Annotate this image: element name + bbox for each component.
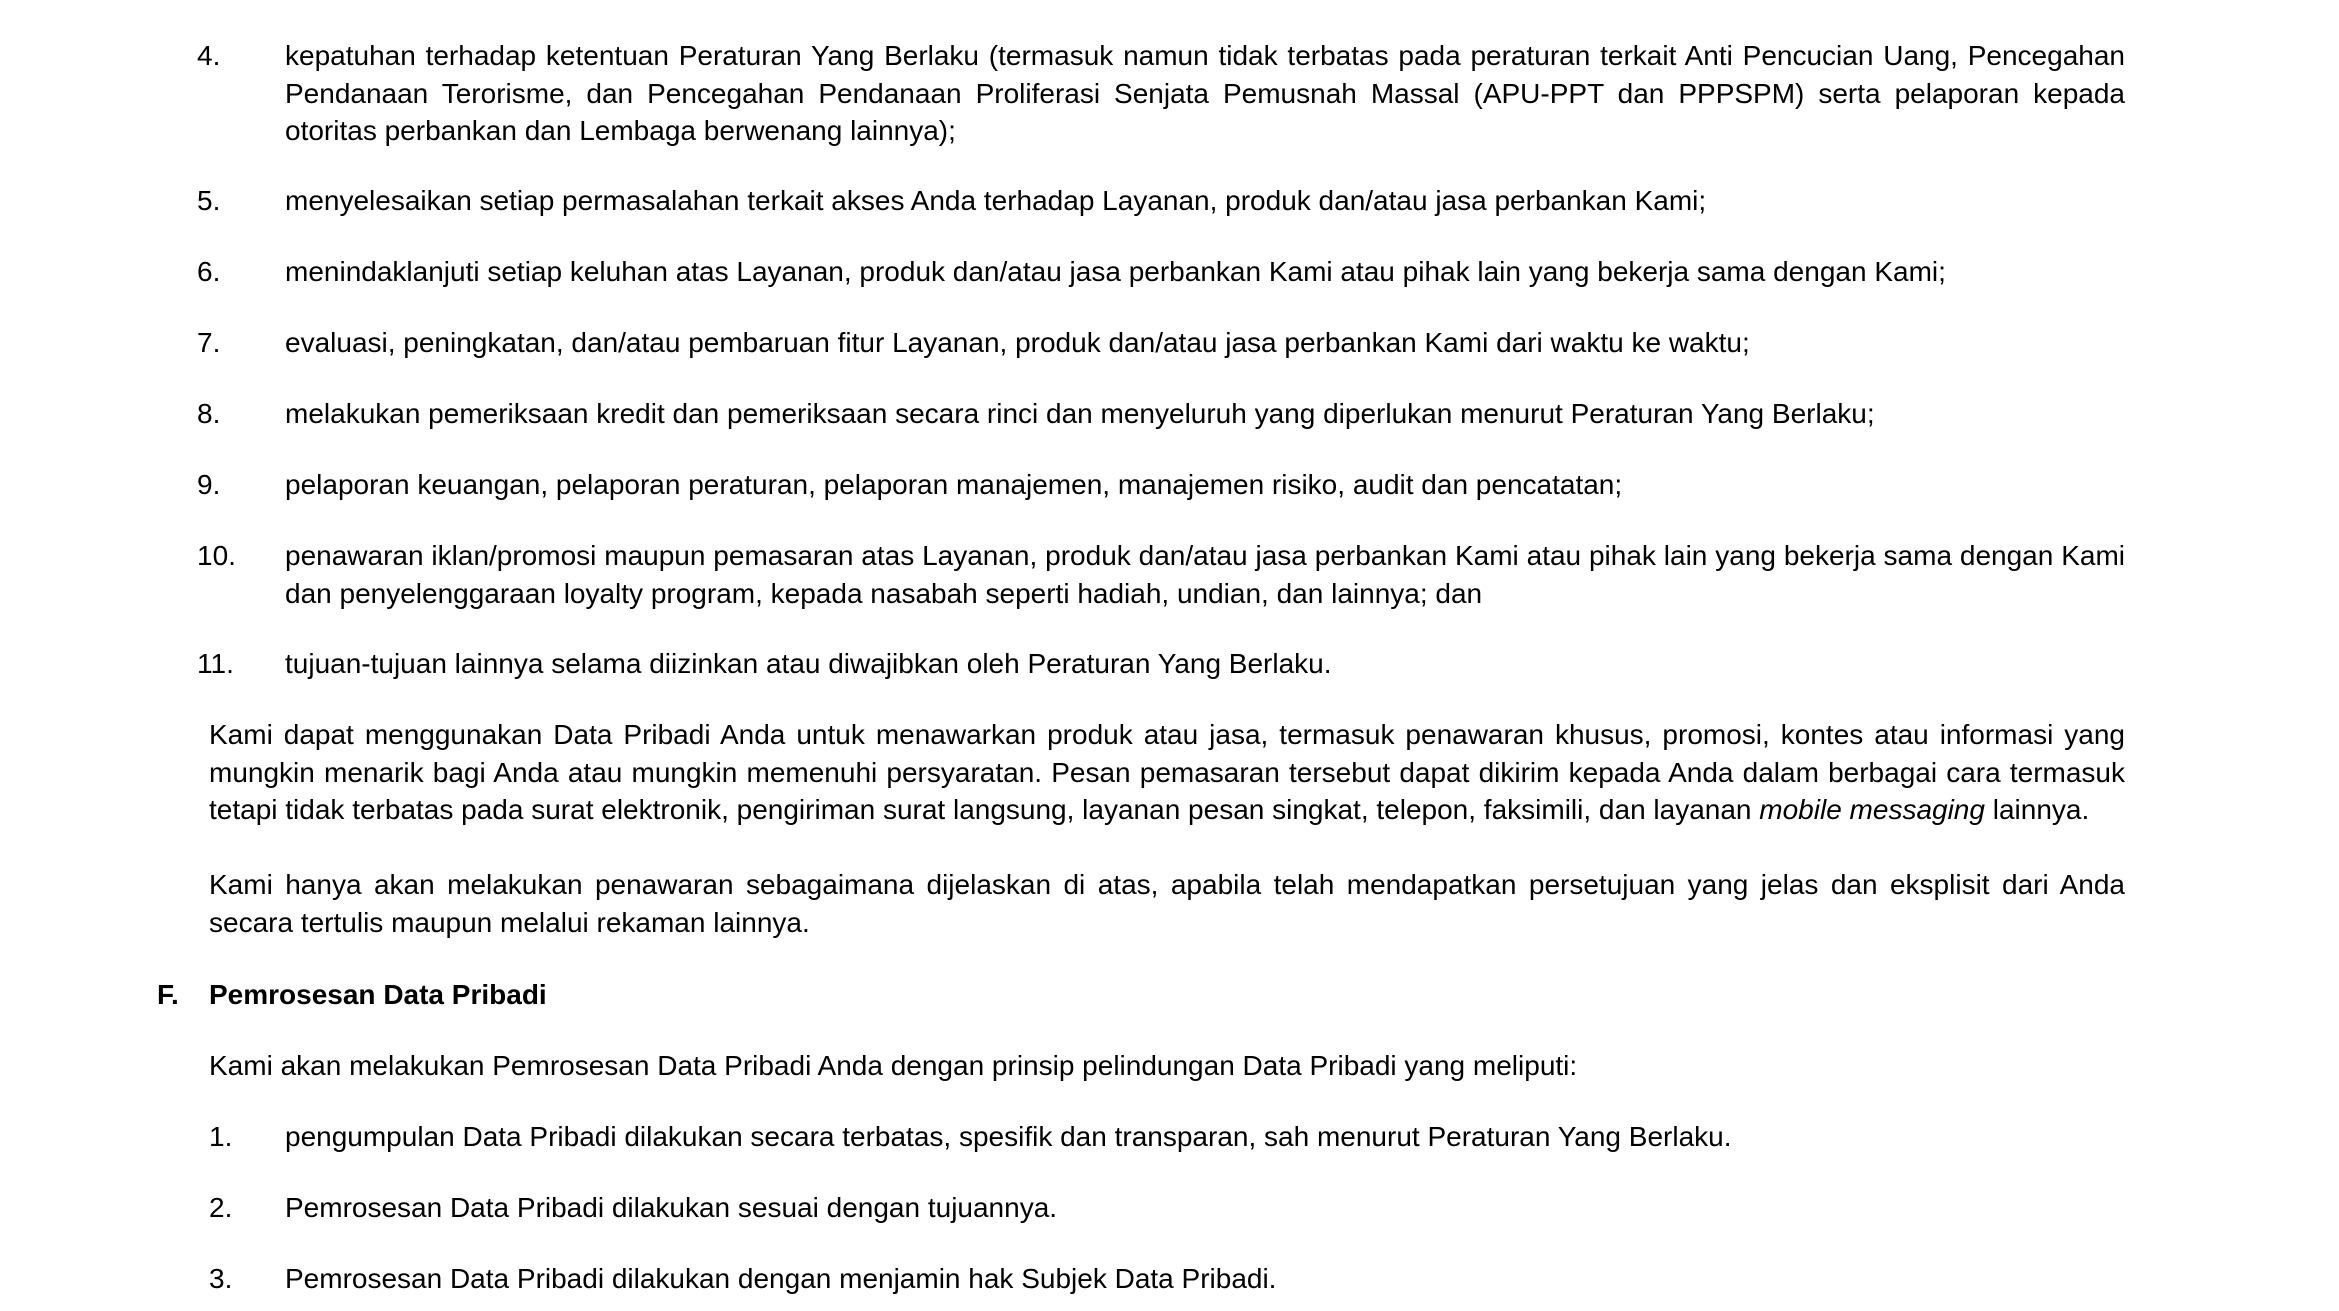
list-item-text: Pemrosesan Data Pribadi dilakukan sesuai dengan tujuannya. xyxy=(285,1192,1058,1223)
consent-paragraph: Kami hanya akan melakukan penawaran sebagaimana dijelaskan di atas, apabila telah mendapatkan persetujuan yang jelas dan eksplisit dari Anda secara tertulis maupun melalui rekaman lainnya. xyxy=(209,869,2125,938)
list-item-number: 6. xyxy=(197,256,221,287)
section-intro: Kami akan melakukan Pemrosesan Data Pribadi Anda dengan prinsip pelindungan Data Pribadi yang meliputi: xyxy=(209,1050,1578,1081)
list-item-number: 5. xyxy=(197,185,221,216)
list-item-number: 7. xyxy=(197,327,221,358)
list-item-number: 4. xyxy=(197,40,221,71)
list-item-number: 11. xyxy=(197,648,234,679)
list-item-text: menindaklanjuti setiap keluhan atas Layanan, produk dan/atau jasa perbankan Kami atau pihak lain yang bekerja sama dengan Kami; xyxy=(285,256,1946,287)
list-item-number: 8. xyxy=(197,398,221,429)
list-item-text: menyelesaikan setiap permasalahan terkait akses Anda terhadap Layanan, produk dan/atau jasa perbankan Kami; xyxy=(285,185,1707,216)
list-item-text: tujuan-tujuan lainnya selama diizinkan atau diwajibkan oleh Peraturan Yang Berlaku. xyxy=(285,648,1332,679)
list-item-text: pelaporan keuangan, pelaporan peraturan, pelaporan manajemen, manajemen risiko, audit dan pencatatan; xyxy=(285,469,1623,500)
list-item-number: 3. xyxy=(209,1263,233,1294)
list-item-text: melakukan pemeriksaan kredit dan pemeriksaan secara rinci dan menyeluruh yang diperlukan menurut Peraturan Yang Berlaku; xyxy=(285,398,1875,429)
list-item-number: 9. xyxy=(197,469,221,500)
section-title: Pemrosesan Data Pribadi xyxy=(209,979,547,1010)
list-item-text: pengumpulan Data Pribadi dilakukan secara terbatas, spesifik dan transparan, sah menurut Peraturan Yang Berlaku. xyxy=(285,1121,1732,1152)
mobile-messaging-term: mobile messaging xyxy=(1759,794,1985,825)
list-item-text: Pemrosesan Data Pribadi dilakukan dengan menjamin hak Subjek Data Pribadi. xyxy=(285,1263,1277,1294)
marketing-paragraph xyxy=(209,716,2125,829)
list-item-text: penawaran iklan/promosi maupun pemasaran atas Layanan, produk dan/atau jasa perbankan Kami atau pihak lain yang bekerja sama dengan Kami dan penyelenggaraan loyalty program, kepada nasabah seperti hadiah, undian, dan lainnya; dan xyxy=(285,540,2125,609)
list-item-text: evaluasi, peningkatan, dan/atau pembaruan fitur Layanan, produk dan/atau jasa perbankan Kami dari waktu ke waktu; xyxy=(285,327,1750,358)
list-item-number: 2. xyxy=(209,1192,233,1223)
list-item-text: kepatuhan terhadap ketentuan Peraturan Yang Berlaku (termasuk namun tidak terbatas pada peraturan terkait Anti Pencucian Uang, Pencegahan Pendanaan Terorisme, dan Pencegahan Pendanaan Proliferasi Senjata Pemusnah Massal (APU-PPT dan PPPSPM) serta pelaporan kepada otoritas perbankan dan Lembaga berwenang lainnya); xyxy=(285,40,2125,146)
section-letter: F. xyxy=(157,979,179,1010)
marketing-paragraph-text: Kami dapat menggunakan Data Pribadi Anda untuk menawarkan produk atau jasa, termasuk penawaran khusus, promosi, kontes atau informasi yang mungkin menarik bagi Anda atau mungkin memenuhi persyaratan. Pesan pemasaran tersebut dapat dikirim kepada Anda dalam berbagai cara termasuk tetapi tidak terbatas pada surat elektronik, pengiriman surat langsung, layanan pesan singkat, telepon, faksimili, dan layanan xyxy=(209,719,2125,825)
list-item-number: 1. xyxy=(209,1121,233,1152)
list-item-number: 10. xyxy=(197,540,236,571)
marketing-paragraph-ending: lainnya. xyxy=(1984,794,2090,825)
